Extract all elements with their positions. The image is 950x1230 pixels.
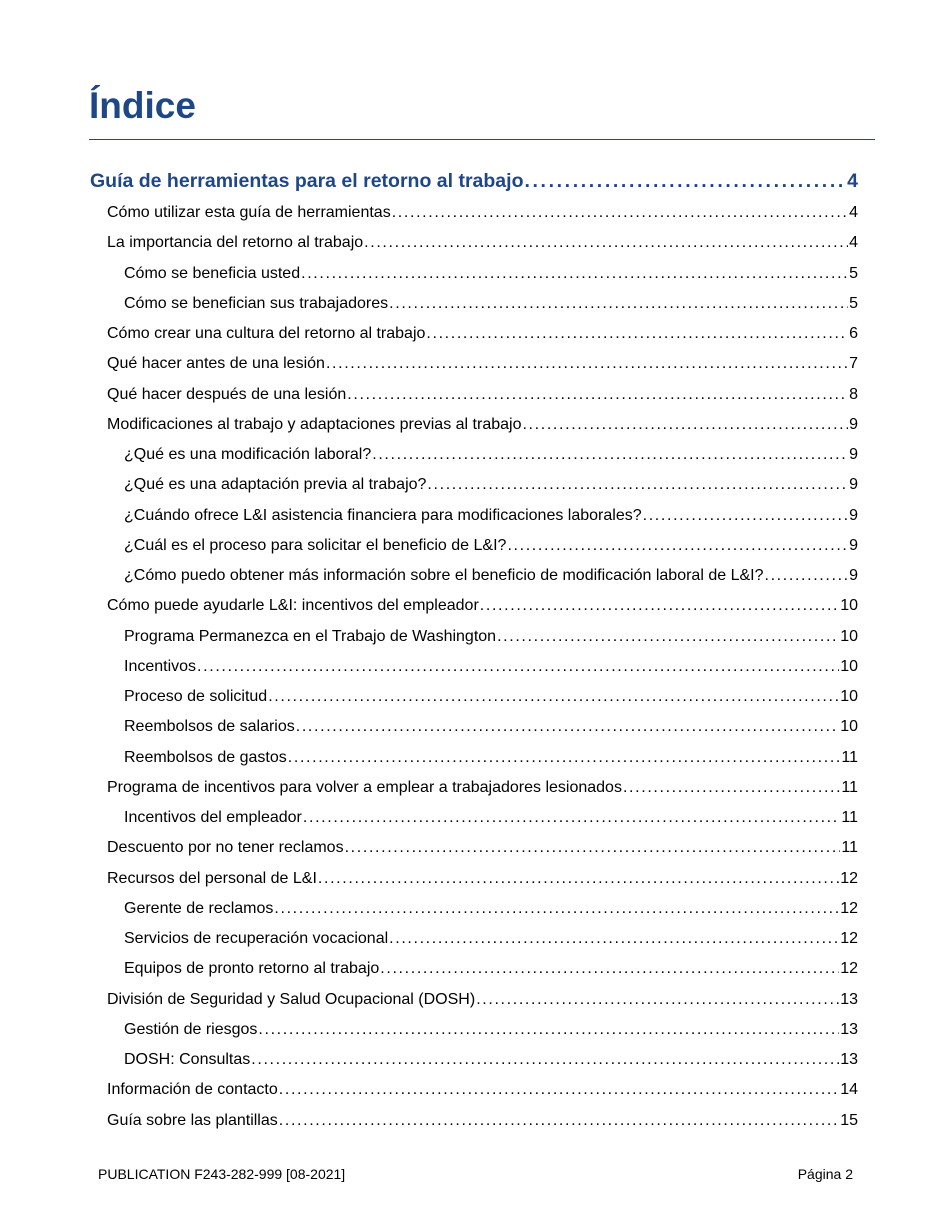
toc-entry-title: ¿Cuándo ofrece L&I asistencia financiera para modificaciones laborales? [124, 506, 642, 524]
toc-entry-page: 4 [849, 204, 858, 221]
toc-entry-title: Guía de herramientas para el retorno al trabajo [90, 170, 524, 192]
toc-entry[interactable] [107, 1081, 858, 1099]
toc-entry-page: 4 [849, 234, 858, 252]
toc-entry[interactable] [124, 688, 858, 706]
toc-entry[interactable] [107, 355, 858, 373]
toc-entry[interactable] [124, 718, 858, 736]
toc-entry[interactable] [124, 265, 858, 283]
toc-entry[interactable] [124, 658, 858, 676]
toc-entry[interactable] [107, 779, 858, 797]
toc-entry-title: Guía sobre las plantillas [107, 1111, 278, 1129]
toc-entry[interactable] [107, 839, 858, 857]
toc-entry-title: Qué hacer antes de una lesión [107, 355, 325, 373]
toc-leader-dots [764, 567, 848, 585]
toc-entry[interactable] [124, 900, 858, 918]
toc-entry-page: 10 [840, 597, 858, 615]
toc-entry[interactable] [107, 597, 858, 615]
toc-entry-page: 11 [841, 839, 858, 857]
toc-entry[interactable] [124, 476, 858, 494]
toc-entry[interactable] [107, 234, 858, 252]
toc-entry-title: Equipos de pronto retorno al trabajo [124, 960, 380, 978]
toc-entry-title: Qué hacer después de una lesión [107, 385, 347, 403]
toc-entry-page: 10 [840, 627, 858, 645]
toc-entry[interactable] [90, 170, 858, 193]
toc-entry-page: 5 [849, 264, 858, 282]
toc-entry-title: Gerente de reclamos [124, 899, 274, 917]
toc-entry[interactable] [107, 325, 858, 343]
toc-entry-page: 9 [849, 446, 858, 463]
toc-entry-page: 12 [840, 869, 858, 887]
toc-entry-page: 12 [840, 899, 858, 917]
toc-entry-page: 14 [840, 1081, 858, 1099]
toc-entry-page: 9 [849, 476, 858, 494]
toc-entry-title: Cómo puede ayudarle L&I: incentivos del empleador [107, 597, 479, 615]
toc-leader-dots [522, 416, 848, 434]
toc-entry[interactable] [107, 204, 858, 222]
toc-leader-dots [279, 1112, 839, 1130]
toc-entry-page: 9 [849, 506, 858, 524]
toc-entry-title: Información de contacto [107, 1081, 278, 1099]
toc-entry-title: Gestión de riesgos [124, 1020, 258, 1038]
toc-entry-page: 12 [840, 960, 858, 978]
toc-leader-dots [345, 839, 841, 857]
page-number: Página 2 [797, 1166, 853, 1182]
toc-entry-page: 9 [849, 536, 858, 554]
toc-entry-page: 10 [840, 718, 858, 736]
toc-leader-dots [389, 930, 839, 948]
toc-leader-dots [623, 779, 840, 797]
toc-entry[interactable] [124, 1051, 858, 1069]
toc-entry[interactable] [124, 960, 858, 978]
toc-entry-title: DOSH: Consultas [124, 1051, 251, 1068]
toc-entry-title: Incentivos del empleador [124, 809, 302, 826]
toc-entry-title: ¿Cuál es el proceso para solicitar el beneficio de L&I? [124, 536, 507, 554]
toc-entry-title: Cómo se benefician sus trabajadores [124, 294, 389, 312]
toc-leader-dots [268, 688, 839, 706]
toc-entry-page: 12 [840, 930, 858, 947]
toc-entry[interactable] [124, 1021, 858, 1039]
toc-entry[interactable] [124, 809, 858, 827]
toc-entry[interactable] [107, 1112, 858, 1130]
toc-entry-title: Modificaciones al trabajo y adaptaciones previas al trabajo [107, 415, 522, 433]
toc-entry-title: División de Seguridad y Salud Ocupacional (DOSH) [107, 990, 476, 1008]
toc-leader-dots [524, 170, 846, 193]
toc-entry[interactable] [107, 386, 858, 404]
toc-leader-dots [288, 749, 841, 767]
toc-entry[interactable] [124, 567, 858, 585]
toc-entry[interactable] [124, 749, 858, 767]
toc-leader-dots [380, 960, 839, 978]
toc-entry[interactable] [124, 295, 858, 313]
toc-entry-title: ¿Qué es una adaptación previa al trabajo? [124, 476, 427, 494]
toc-entry-page: 6 [849, 325, 858, 342]
toc-leader-dots [296, 718, 839, 736]
toc-entry-title: ¿Cómo puedo obtener más información sobre el beneficio de modificación laboral de L&I? [124, 567, 764, 584]
toc-entry[interactable] [124, 537, 858, 555]
toc-entry-title: Reembolsos de salarios [124, 718, 295, 736]
toc-entry-title: La importancia del retorno al trabajo [107, 234, 364, 252]
toc-entry[interactable] [124, 628, 858, 646]
toc-entry-page: 4 [847, 170, 858, 192]
toc-entry-page: 9 [849, 415, 858, 433]
toc-entry-page: 9 [849, 567, 858, 584]
publication-number: PUBLICATION F243-282-999 [08-2021] [98, 1166, 346, 1182]
toc-leader-dots [274, 900, 839, 918]
toc-entry-title: Descuento por no tener reclamos [107, 839, 344, 857]
toc-entry-title: ¿Qué es una modificación laboral? [124, 446, 372, 463]
page-title: Índice [89, 85, 196, 126]
toc-entry[interactable] [107, 870, 858, 888]
toc-entry-title: Servicios de recuperación vocacional [124, 930, 389, 947]
title-divider [89, 139, 875, 140]
toc-leader-dots [389, 295, 848, 313]
toc-leader-dots [643, 507, 848, 525]
toc-entry-page: 5 [849, 294, 858, 312]
toc-entry-title: Recursos del personal de L&I [107, 869, 317, 887]
toc-entry[interactable] [124, 507, 858, 525]
toc-leader-dots [364, 234, 848, 252]
toc-entry-page: 13 [840, 1051, 858, 1068]
toc-leader-dots [497, 628, 839, 646]
toc-leader-dots [258, 1021, 839, 1039]
toc-entry-title: Cómo utilizar esta guía de herramientas [107, 204, 391, 221]
toc-leader-dots [507, 537, 848, 555]
toc-entry[interactable] [124, 446, 858, 464]
toc-entry[interactable] [124, 930, 858, 948]
toc-entry-title: Programa de incentivos para volver a emplear a trabajadores lesionados [107, 778, 622, 796]
toc-entry-title: Incentivos [124, 657, 197, 675]
toc-entry-title: Cómo crear una cultura del retorno al trabajo [107, 325, 426, 342]
toc-leader-dots [197, 658, 839, 676]
toc-leader-dots [480, 597, 839, 615]
toc-leader-dots [303, 809, 841, 827]
toc-entry-page: 7 [849, 355, 858, 373]
toc-entry[interactable] [107, 991, 858, 1009]
toc-entry-title: Reembolsos de gastos [124, 748, 287, 766]
toc-entry-title: Programa Permanezca en el Trabajo de Washington [124, 627, 497, 645]
toc-leader-dots [326, 355, 848, 373]
toc-leader-dots [372, 446, 848, 464]
toc-leader-dots [476, 991, 839, 1009]
toc-leader-dots [392, 204, 848, 222]
toc-entry-page: 10 [840, 657, 858, 675]
toc-entry-page: 11 [841, 748, 858, 766]
toc-entry-title: Cómo se beneficia usted [124, 264, 301, 282]
toc-entry-page: 8 [849, 385, 858, 403]
toc-leader-dots [251, 1051, 839, 1069]
toc-entry-page: 13 [840, 1020, 858, 1038]
toc-entry-page: 10 [840, 688, 858, 705]
toc-leader-dots [426, 325, 848, 343]
toc-leader-dots [301, 265, 848, 283]
toc-leader-dots [427, 476, 848, 494]
toc-entry-page: 11 [841, 809, 858, 826]
toc-leader-dots [318, 870, 839, 888]
toc-leader-dots [279, 1081, 839, 1099]
toc-leader-dots [347, 386, 848, 404]
toc-entry-page: 13 [840, 990, 858, 1008]
toc-entry-title: Proceso de solicitud [124, 688, 268, 705]
toc-entry[interactable] [107, 416, 858, 434]
toc-entry-page: 11 [841, 778, 858, 796]
toc-entry-page: 15 [840, 1111, 858, 1129]
